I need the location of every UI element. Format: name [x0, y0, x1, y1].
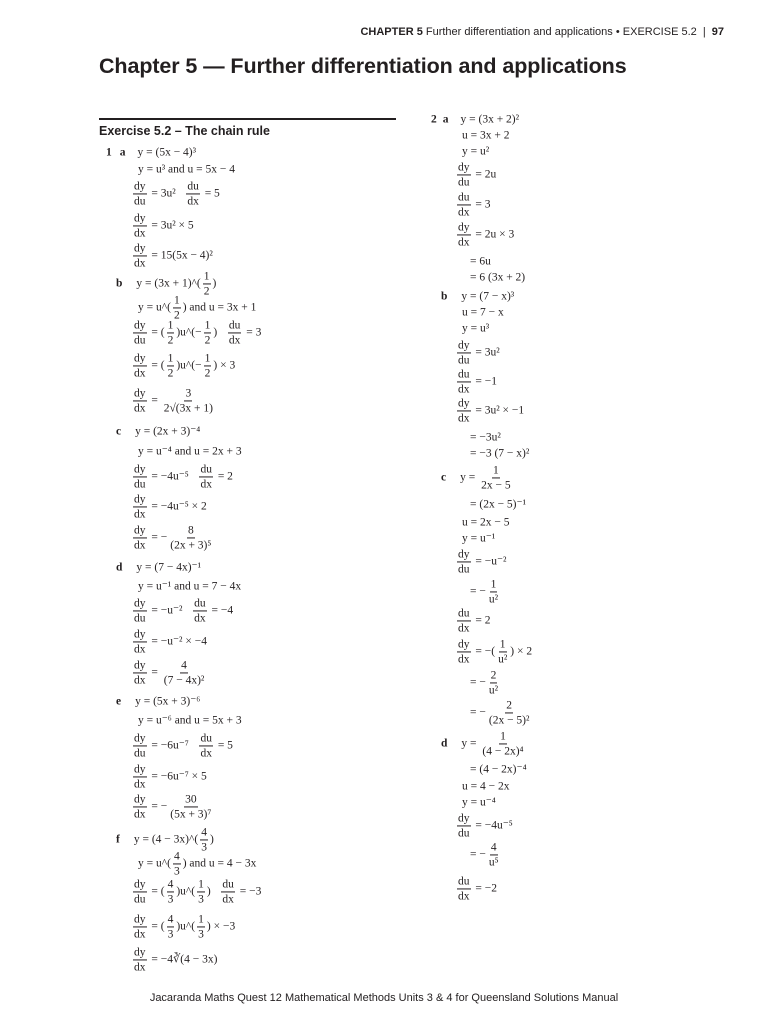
solution-line: [470, 699, 532, 726]
fraction: $\frac{1}{2}$: [173, 294, 180, 322]
math-expression: $\frac{dy}{dx}$ = −( $\frac{1}{\text{u²}}$ ) × 2: [458, 638, 533, 666]
solution-line: [470, 272, 525, 284]
math-expression: $\frac{dy}{dx}$ = $\frac{3}{2√(3x + 1)}$: [134, 387, 213, 415]
fraction: $\frac{8}{\text{(2x + 3)⁵}}$: [170, 524, 212, 552]
solution-line: [131, 242, 213, 269]
solution-line: [455, 368, 497, 395]
fraction: $\frac{4}{\text{(7 − 4x)²}}$: [163, 659, 205, 687]
solution-line: [138, 850, 256, 877]
solution-line: [131, 387, 216, 414]
fraction: $\frac{dy}{du}$: [458, 548, 470, 576]
running-header: [360, 26, 724, 38]
math-expression: $\frac{dy}{dx}$ = − $\frac{30}{\text{(5x + 3)⁷}}$: [134, 793, 212, 821]
solution-line: [131, 212, 194, 239]
part-label: d: [441, 737, 448, 750]
fraction: $\frac{dy}{dx}$: [134, 628, 146, 656]
solution-line: [131, 493, 207, 520]
math-expression: = 6u: [470, 255, 491, 268]
solution-line: [131, 180, 220, 207]
solution-line: [116, 426, 200, 438]
fraction: $\frac{du}{dx}$: [222, 878, 234, 906]
part-label: e: [116, 695, 122, 708]
fraction: $\frac{1}{2x - 5}$: [481, 464, 511, 492]
math-expression: y = u⁻⁴ and u = 2x + 3: [138, 445, 242, 458]
solution-line: [131, 597, 233, 624]
fraction: $\frac{1}{\text{u²}}$: [498, 638, 508, 666]
fraction: $\frac{1}{2}$: [167, 352, 174, 380]
math-expression: y = (5x + 3)⁻⁶: [135, 695, 201, 708]
math-expression: $\frac{dy}{dx}$ = − $\frac{8}{\text{(2x + 3)⁵}}$: [134, 524, 212, 552]
fraction: $\frac{1}{3}$: [198, 913, 204, 941]
math-expression: $\frac{dy}{dx}$ = −4∛(4 − 3x): [134, 946, 218, 974]
solution-line: [455, 161, 496, 188]
fraction: $\frac{du}{dx}$: [458, 875, 470, 903]
exercise-heading: Exercise 5.2 – The chain rule: [99, 124, 270, 138]
math-expression: u = 4 − 2x: [462, 780, 510, 793]
fraction: $\frac{dy}{dx}$: [458, 397, 470, 425]
fraction: $\frac{dy}{dx}$: [134, 493, 146, 521]
solution-line: [455, 638, 532, 665]
solution-line: [470, 432, 501, 444]
part-label: f: [116, 833, 120, 846]
fraction: $\frac{dy}{dx}$: [134, 242, 146, 270]
solution-line: [131, 659, 207, 686]
part-label: d: [116, 561, 123, 574]
math-expression: = − $\frac{2}{\text{u²}}$: [470, 669, 499, 697]
solution-line: [131, 524, 214, 551]
math-expression: y = (4 − 3x)^( $\frac{4}{3}$ ): [133, 826, 214, 854]
solution-line: [455, 191, 491, 218]
math-expression: = −3u²: [470, 431, 501, 444]
fraction: $\frac{du}{dx}$: [458, 368, 470, 396]
solution-line: [470, 578, 501, 605]
solution-line: [131, 763, 207, 790]
math-expression: y = (2x + 3)⁻⁴: [135, 425, 201, 438]
math-expression: $\frac{dy}{dx}$ = −6u⁻⁷ × 5: [134, 763, 207, 791]
math-expression: $\frac{dy}{du}$ = 2u: [458, 161, 497, 189]
solution-line: [116, 562, 201, 574]
fraction: $\frac{dy}{du}$: [458, 161, 470, 189]
math-expression: $\frac{du}{dx}$ = −2: [458, 875, 497, 903]
solution-line: [106, 147, 196, 159]
math-expression: y = (7 − x)³: [461, 290, 515, 303]
math-expression: $\frac{dy}{dx}$ = ( $\frac{4}{3}$ )u^( $\frac{1}{3}$ ) × −3: [134, 913, 236, 941]
math-expression: y = (7 − 4x)⁻¹: [136, 561, 202, 574]
solution-line: [470, 448, 529, 460]
fraction: $\frac{1}{2}$: [167, 319, 174, 347]
solution-line: [462, 797, 496, 809]
fraction: $\frac{du}{dx}$: [194, 597, 206, 625]
solution-line: [441, 464, 514, 491]
fraction: $\frac{1}{2}$: [204, 319, 211, 347]
solution-line: [462, 533, 495, 545]
math-expression: $\frac{dy}{du}$ = 3u² $\frac{du}{dx}$ = 5: [134, 180, 220, 208]
fraction: $\frac{dy}{du}$: [134, 597, 146, 625]
math-expression: y = u⁻⁶ and u = 5x + 3: [138, 714, 242, 727]
solution-line: [470, 764, 527, 776]
solution-line: [131, 463, 233, 490]
fraction: $\frac{dy}{dx}$: [134, 763, 146, 791]
solution-line: [138, 164, 235, 176]
solution-line: [138, 715, 242, 727]
fraction: $\frac{dy}{dx}$: [458, 638, 470, 666]
fraction: $\frac{4}{\text{u⁵}}$: [488, 841, 499, 869]
solution-line: [455, 875, 497, 902]
solution-line: [462, 781, 509, 793]
solution-line: [131, 793, 214, 820]
fraction: $\frac{dy}{du}$: [134, 878, 146, 906]
math-expression: y = u⁻⁴: [462, 796, 496, 809]
solution-line: [131, 352, 235, 379]
fraction: $\frac{1}{\text{(4 − 2x)⁴}}$: [482, 730, 524, 758]
math-expression: = −3 (7 − x)²: [470, 447, 530, 460]
math-expression: = 6 (3x + 2): [470, 271, 526, 284]
header-topic: Further differentiation and applications: [425, 26, 613, 38]
fraction: $\frac{4}{3}$: [167, 878, 174, 906]
fraction: $\frac{4}{3}$: [201, 826, 207, 854]
math-expression: = − $\frac{4}{\text{u⁵}}$: [470, 841, 499, 869]
part-label: a: [119, 146, 126, 159]
fraction: $\frac{dy}{dx}$: [458, 221, 470, 249]
fraction: $\frac{1}{2}$: [204, 352, 211, 380]
math-expression: $\frac{dy}{dx}$ = $\frac{4}{\text{(7 − 4x)²}}$: [134, 659, 205, 687]
solution-line: [138, 294, 256, 321]
math-expression: $\frac{dy}{du}$ = −6u⁻⁷ $\frac{du}{dx}$ = 5: [134, 732, 233, 760]
math-expression: $\frac{du}{dx}$ = 3: [458, 191, 491, 219]
solution-line: [462, 517, 509, 529]
heading-rule: [99, 118, 396, 120]
fraction: $\frac{dy}{du}$: [134, 180, 146, 208]
math-expression: y = $\frac{1}{2x - 5}$: [460, 464, 511, 492]
fraction: $\frac{4}{3}$: [167, 913, 174, 941]
solution-line: [462, 307, 504, 319]
math-expression: u = 7 − x: [462, 306, 504, 319]
math-expression: = (2x − 5)⁻¹: [470, 498, 527, 511]
solution-line: [131, 732, 233, 759]
solution-line: [462, 323, 489, 335]
fraction: $\frac{dy}{du}$: [134, 463, 146, 491]
math-expression: = − $\frac{1}{\text{u²}}$: [470, 578, 499, 606]
fraction: $\frac{dy}{du}$: [134, 319, 146, 347]
fraction: $\frac{dy}{du}$: [458, 812, 470, 840]
math-expression: $\frac{dy}{dx}$ = 3u² × −1: [458, 397, 525, 425]
math-expression: $\frac{dy}{dx}$ = ( $\frac{1}{2}$ )u^(− $\frac{1}{2}$ ) × 3: [134, 352, 236, 380]
math-expression: y = u³ and u = 5x − 4: [138, 163, 236, 176]
fraction: $\frac{dy}{dx}$: [134, 913, 146, 941]
math-expression: $\frac{dy}{dx}$ = −u⁻² × −4: [134, 628, 207, 656]
fraction: $\frac{2}{\text{u²}}$: [488, 669, 499, 697]
fraction: $\frac{dy}{dx}$: [134, 387, 146, 415]
solution-line: [138, 581, 241, 593]
fraction: $\frac{dy}{du}$: [458, 339, 470, 367]
solution-line: [470, 499, 526, 511]
fraction: $\frac{dy}{dx}$: [134, 352, 146, 380]
fraction: $\frac{dy}{dx}$: [134, 659, 146, 687]
math-expression: $\frac{dy}{dx}$ = 15(5x − 4)²: [134, 242, 213, 270]
math-expression: u = 2x − 5: [462, 516, 510, 529]
math-expression: $\frac{du}{dx}$ = −1: [458, 368, 497, 396]
solution-line: [441, 730, 527, 757]
math-expression: = (4 − 2x)⁻⁴: [470, 763, 527, 776]
math-expression: $\frac{dy}{du}$ = −4u⁻⁵ $\frac{du}{dx}$ = 2: [134, 463, 233, 491]
fraction: $\frac{du}{dx}$: [458, 191, 470, 219]
math-expression: y = u^( $\frac{1}{2}$ ) and u = 3x + 1: [138, 294, 257, 322]
fraction: $\frac{du}{dx}$: [200, 732, 212, 760]
question-number: 2: [431, 113, 437, 126]
solution-line: [131, 628, 207, 655]
header-separator: |: [702, 26, 706, 38]
fraction: $\frac{2}{\text{(2x − 5)²}}$: [488, 699, 530, 727]
solution-line: [455, 221, 514, 248]
solution-line: [455, 548, 507, 575]
math-expression: $\frac{dy}{dx}$ = 2u × 3: [458, 221, 515, 249]
page-footer: Jacaranda Maths Quest 12 Mathematical Methods Units 3 & 4 for Queensland Solutions Manual: [149, 992, 619, 1004]
math-expression: u = 3x + 2: [462, 129, 510, 142]
solution-line: [131, 913, 235, 940]
math-expression: y = u^( $\frac{4}{3}$ ) and u = 4 − 3x: [138, 850, 257, 878]
math-expression: $\frac{dy}{du}$ = ( $\frac{1}{2}$ )u^(− $\frac{1}{2}$ ) $\frac{du}{dx}$ = 3: [134, 319, 262, 347]
fraction: $\frac{du}{dx}$: [228, 319, 241, 347]
fraction: $\frac{du}{dx}$: [187, 180, 199, 208]
page-number: 97: [711, 26, 724, 38]
math-expression: y = u⁻¹ and u = 7 − 4x: [138, 580, 242, 593]
fraction: $\frac{1}{3}$: [198, 878, 204, 906]
fraction: $\frac{dy}{dx}$: [134, 946, 146, 974]
fraction: $\frac{du}{dx}$: [200, 463, 212, 491]
solution-line: [470, 841, 502, 868]
fraction: $\frac{4}{3}$: [173, 850, 180, 878]
fraction: $\frac{dy}{dx}$: [134, 524, 146, 552]
solution-line: [455, 339, 500, 366]
fraction: $\frac{1}{2}$: [203, 270, 210, 298]
math-expression: = − $\frac{2}{\text{(2x − 5)²}}$: [470, 699, 530, 727]
solution-line: [455, 812, 513, 839]
math-expression: $\frac{dy}{du}$ = ( $\frac{4}{3}$ )u^( $\frac{1}{3}$ ) $\frac{du}{dx}$ = −3: [134, 878, 262, 906]
solution-line: [116, 696, 200, 708]
solution-line: [131, 319, 261, 346]
solution-line: [455, 397, 524, 424]
question-number: 1: [106, 146, 112, 159]
solution-line: [462, 130, 509, 142]
solution-line: [455, 607, 491, 634]
solution-line: [462, 146, 489, 158]
part-label: b: [116, 277, 123, 290]
part-label: b: [441, 290, 448, 303]
math-expression: y = (3x + 1)^( $\frac{1}{2}$ ): [136, 270, 217, 298]
part-label: a: [442, 113, 449, 126]
solution-line: [431, 114, 519, 126]
math-expression: $\frac{dy}{du}$ = −u⁻²: [458, 548, 507, 576]
math-expression: y = u³: [462, 322, 490, 335]
math-expression: $\frac{dy}{du}$ = −4u⁻⁵: [458, 812, 513, 840]
math-expression: y = (3x + 2)²: [460, 113, 520, 126]
solution-line: [441, 291, 514, 303]
fraction: $\frac{dy}{dx}$: [134, 212, 146, 240]
math-expression: $\frac{dy}{dx}$ = 3u² × 5: [134, 212, 194, 240]
math-expression: $\frac{dy}{du}$ = 3u²: [458, 339, 500, 367]
solution-line: [138, 446, 242, 458]
solution-line: [131, 878, 261, 905]
header-exercise: EXERCISE 5.2: [622, 26, 697, 38]
fraction: $\frac{dy}{dx}$: [134, 793, 146, 821]
solution-line: [131, 946, 217, 973]
header-bullet: •: [615, 26, 620, 38]
solution-line: [470, 256, 491, 268]
fraction: $\frac{du}{dx}$: [458, 607, 470, 635]
math-expression: $\frac{dy}{dx}$ = −4u⁻⁵ × 2: [134, 493, 207, 521]
part-label: c: [116, 425, 122, 438]
part-label: c: [441, 471, 447, 484]
math-expression: y = u⁻¹: [462, 532, 496, 545]
math-expression: $\frac{du}{dx}$ = 2: [458, 607, 491, 635]
math-expression: y = $\frac{1}{\text{(4 − 2x)⁴}}$: [461, 730, 524, 758]
fraction: $\frac{dy}{du}$: [134, 732, 146, 760]
solution-line: [470, 669, 501, 696]
math-expression: y = (5x − 4)³: [137, 146, 197, 159]
chapter-title: Chapter 5 — Further differentiation and applications: [99, 54, 627, 78]
math-expression: y = u²: [462, 145, 490, 158]
header-chapter: CHAPTER 5: [360, 26, 423, 38]
fraction: $\frac{1}{\text{u²}}$: [488, 578, 499, 606]
math-expression: $\frac{dy}{du}$ = −u⁻² $\frac{du}{dx}$ = −4: [134, 597, 234, 625]
fraction: $\frac{30}{\text{(5x + 3)⁷}}$: [170, 793, 212, 821]
fraction: $\frac{3}{2√(3x + 1)}$: [163, 387, 213, 415]
